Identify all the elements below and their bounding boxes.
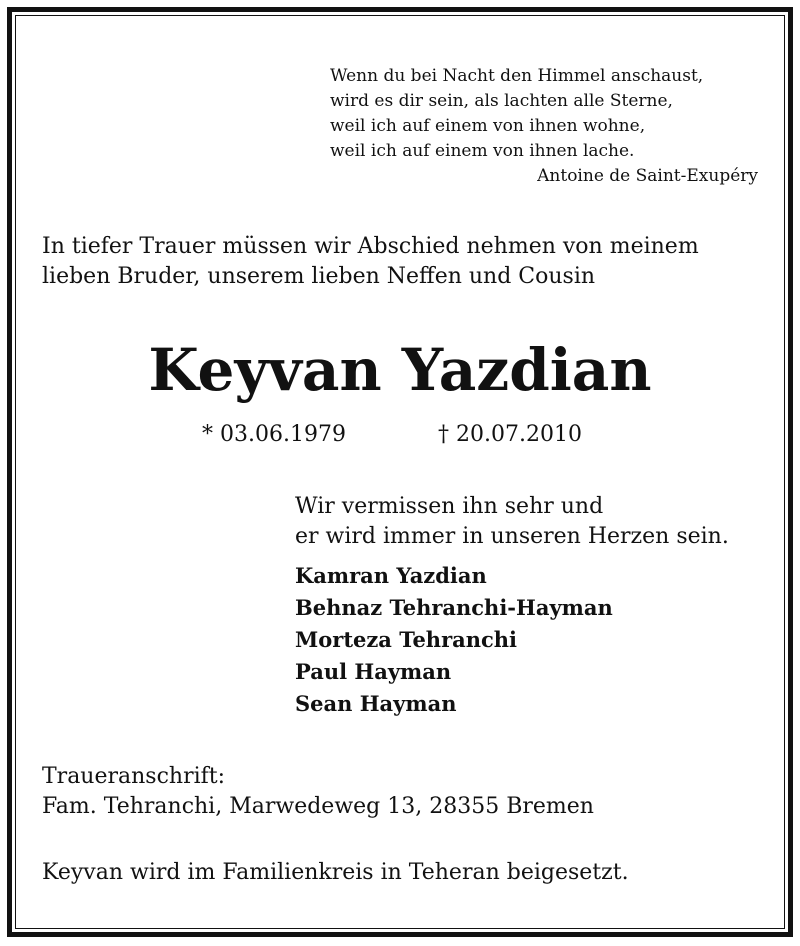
intro-text [42,232,762,292]
quote-line: Wenn du bei Nacht den Himmel anschaust, [330,66,704,86]
mourner-name: Paul Hayman [295,659,452,684]
remembrance-line: Wir vermissen ihn sehr und [295,494,604,519]
mourners-list [295,560,613,720]
mourner-name: Morteza Tehranchi [295,627,518,652]
deceased-name: Keyvan Yazdian [148,336,652,404]
mourner-name: Sean Hayman [295,691,457,716]
quote-block [330,64,760,164]
mourner-name: Behnaz Tehranchi-Hayman [295,595,613,620]
mourner-name: Kamran Yazdian [295,563,487,588]
birth-date: * 03.06.1979 [202,422,346,447]
quote-line: weil ich auf einem von ihnen wohne, [330,116,646,136]
address-value: Fam. Tehranchi, Marwedeweg 13, 28355 Bremen [42,794,594,819]
death-date: † 20.07.2010 [438,422,582,447]
mourning-address [42,762,594,822]
quote-line: weil ich auf einem von ihnen lache. [330,141,635,161]
intro-line: lieben Bruder, unserem lieben Neffen und Cousin [42,264,596,289]
intro-line: In tiefer Trauer müssen wir Abschied nehmen von meinem [42,234,699,259]
burial-note: Keyvan wird im Familienkreis in Teheran beigesetzt. [42,860,629,885]
quote-line: wird es dir sein, als lachten alle Sterne, [330,91,673,111]
remembrance-line: er wird immer in unseren Herzen sein. [295,524,729,549]
remembrance-text [295,492,729,552]
quote-author: Antoine de Saint-Exupéry [537,166,758,186]
address-label: Traueranschrift: [42,764,226,789]
